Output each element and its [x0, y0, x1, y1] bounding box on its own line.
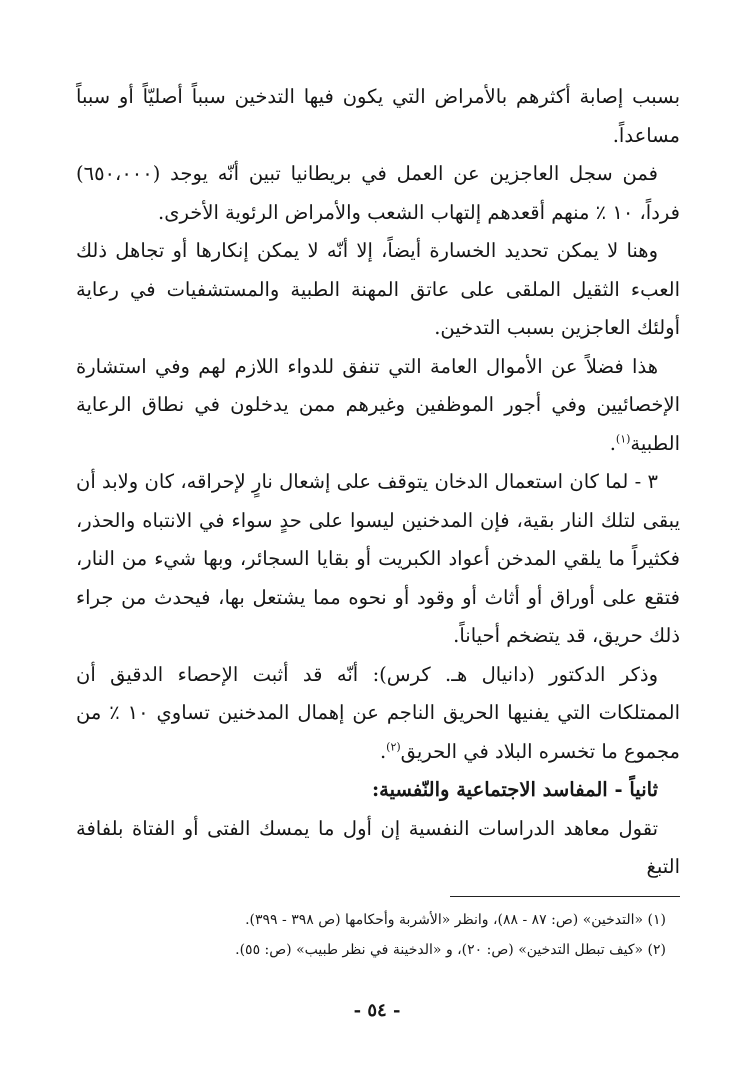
section-heading: ثانياً - المفاسد الاجتماعية والنّفسية: — [371, 778, 658, 801]
footnote-ref-2: (٢) — [386, 740, 401, 753]
paragraph-psychological: تقول معاهد الدراسات النفسية إن أول ما يمسك الفتى أو الفتاة بلفافة التبغ — [76, 816, 680, 878]
paragraph-statistics-tail: . — [379, 739, 387, 763]
paragraph-continuation: بسبب إصابة أكثرهم بالأمراض التي يكون فيها التدخين سبباً أصليّاً أو سبباً مساعداً. — [76, 85, 680, 147]
paragraph-statistics-text: وذكر الدكتور (دانيال هـ. كرس): أنّه قد أثبت الإحصاء الدقيق أن الممتلكات التي يفنيها الحريق الناجم عن إهمال المدخنين تساوي ١٠ ٪ من مجموع ما تخسره البلاد في الحريق — [76, 662, 680, 763]
paragraph-loss-estimate: وهنا لا يمكن تحديد الخسارة أيضاً، إلا أنّه لا يمكن إنكارها أو تجاهل ذلك العبء الثقيل الملقى على عاتق المهنة الطبية والمستشفيات في رعاية أولئك العاجزين بسبب التدخين. — [76, 239, 680, 339]
footnote-2: (٢) «كيف تبطل التدخين» (ص: ٢٠)، و «الدخينة في نظر طبيب» (ص: ٥٥). — [235, 942, 666, 958]
paragraph-statistics — [76, 656, 680, 772]
body-text — [76, 78, 680, 887]
page-number: - ٥٤ - — [353, 1000, 401, 1021]
footnotes — [76, 905, 680, 965]
paragraph-public-funds-tail: . — [609, 431, 616, 455]
footnote-ref-1: (١) — [615, 432, 631, 445]
footnote-1: (١) «التدخين» (ص: ٨٧ - ٨٨)، وانظر «الأشربة وأحكامها (ص ٣٩٨ - ٣٩٩). — [245, 912, 666, 928]
footnote-divider — [450, 896, 680, 897]
paragraph-fire-risk: ٣ - لما كان استعمال الدخان يتوقف على إشعال نارٍ لإحراقه، كان ولابد أن يبقى لتلك النار بقية، فإن المدخنين ليسوا على حدٍ سواء في الانتباه والحذر، فكثيراً ما يلقي المدخن أعواد الكبريت أو بقايا السجائر، وبها شيء من النار، فتقع على أوراق أو أثاث أو وقود أو نحوه مما يشتعل بها، فيحدث من جراء ذلك حريق، قد يتضخم أحياناً. — [76, 470, 680, 647]
paragraph-public-funds — [76, 348, 680, 464]
paragraph-disabled-registry: فمن سجل العاجزين عن العمل في بريطانيا تبين أنّه يوجد (٦٥٠،٠٠٠) فرداً، ١٠ ٪ منهم أقعدهم إلتهاب الشعب والأمراض الرئوية الأخرى. — [76, 162, 680, 224]
paragraph-public-funds-text: هذا فضلاً عن الأموال العامة التي تنفق للدواء اللازم لهم وفي استشارة الإخصائيين وفي أجور الموظفين وغيرهم ممن يدخلون في نطاق الرعاية الطبية — [76, 354, 680, 455]
